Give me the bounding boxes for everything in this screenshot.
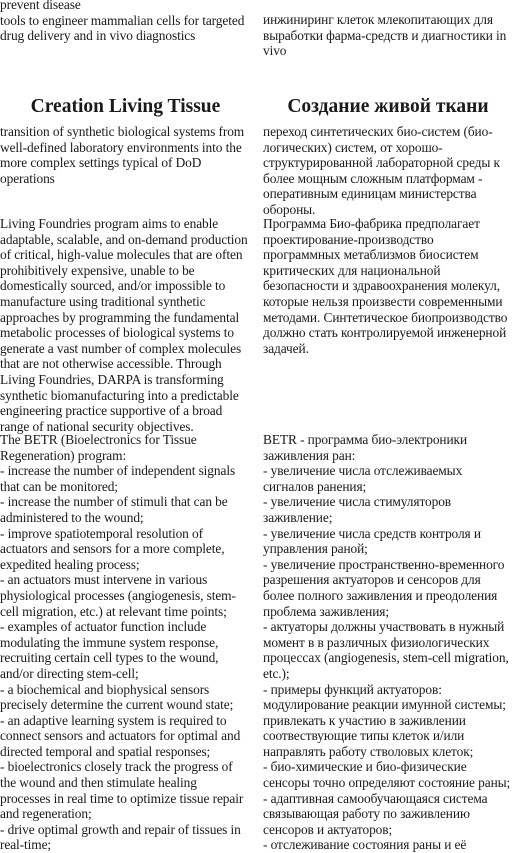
betr-program-list-russian: BETR - программа био-электроники заживления ран: - увеличение числа отслеживаемых сигналов ранения; - увеличение числа стимуляторов заживление; - увеличение числа средств контроля и управления раной; - увеличение пространственно-временного разрешения актуаторов и сенсоров для более полного заживления и преодоления проблема заживления; - актуаторы должны участвовать в нужный момент в в различных физиологических процессах (angiogenesis, stem-cell migration, etc.); - примеры функций актуаторов: модулирование реакции имунной системы; привлекать к участию в заживлении соотвествующие типы клеток и/или направлять работу стволовых клеток; - био-химические и био-физические сенсоры точно определяют состояние раны; - адаптивная самообучающаяся система связывающая работу по заживлению сенсоров и актуаторов; - отслеживание состояния раны и её xyxy=(263,432,511,853)
living-foundries-paragraph-russian: Программа Био-фабрика предполагает проектирование-производство программных метаблизмов биосистем критических для национальной безопасности и здравоохранения молекул, которые нельзя произвести современными методами. Синтетическое биопроизводство должно стать контролируемой инженерной задачей. xyxy=(263,216,508,356)
top-fragment-english: prevent disease tools to engineer mammalian cells for targeted drug delivery and in vivo diagnostics xyxy=(0,0,245,44)
top-fragment-russian: инжиниринг клеток млекопитающих для выработки фарма-средств и диагностики in vivo xyxy=(263,12,507,59)
section-heading-russian: Создание живой ткани xyxy=(287,96,489,117)
living-foundries-paragraph-english: Living Foundries program aims to enable adaptable, scalable, and on-demand production of critical, high-value molecules that are often prohibitively expensive, unable to be domestically sourced, and/or impossible to manufacture using traditional synthetic approaches by programming the fundamental metabolic processes of biological systems to generate a vast number of complex molecules that are not otherwise accessible. Through Living Foundries, DARPA is transforming synthetic biomanufacturing into a predictable engineering practice supportive of a broad range of national security objectives. xyxy=(0,216,248,434)
section-heading-english: Creation Living Tissue xyxy=(30,96,221,117)
betr-program-list-english: The BETR (Bioelectronics for Tissue Regeneration) program: - increase the number of independent signals that can be monitored; - increase the number of stimuli that can be administered to the wound; - improve spatiotemporal resolution of actuators and sensors for a more complete, expedited healing process; - an actuators must intervene in various physiological processes (angiogenesis, stem- cell migration, etc.) at relevant time points; - examples of actuator function include modulating the immune system response, recruiting certain cell types to the wound, and/or directing stem-cell; - a biochemical and biophysical sensors precisely determine the current wound state; - an adaptive learning system is required to connect sensors and actuators for optimal and directed temporal and spatial responses; - bioelectronics closely track the progress of the wound and then stimulate healing processes in real time to optimize tissue repair and regeneration; - drive optimal growth and repair of tissues in real-time; xyxy=(0,432,244,853)
transition-paragraph-english: transition of synthetic biological systems from well-defined laboratory environments into the more complex settings typical of DoD operations xyxy=(0,124,245,186)
transition-paragraph-russian: переход синтетических био-систем (био- логических) систем, от хорошо- структурированной лабораторной среды к более мощным сложным платформам - оперативным единицам министерства обороны. xyxy=(263,124,500,217)
